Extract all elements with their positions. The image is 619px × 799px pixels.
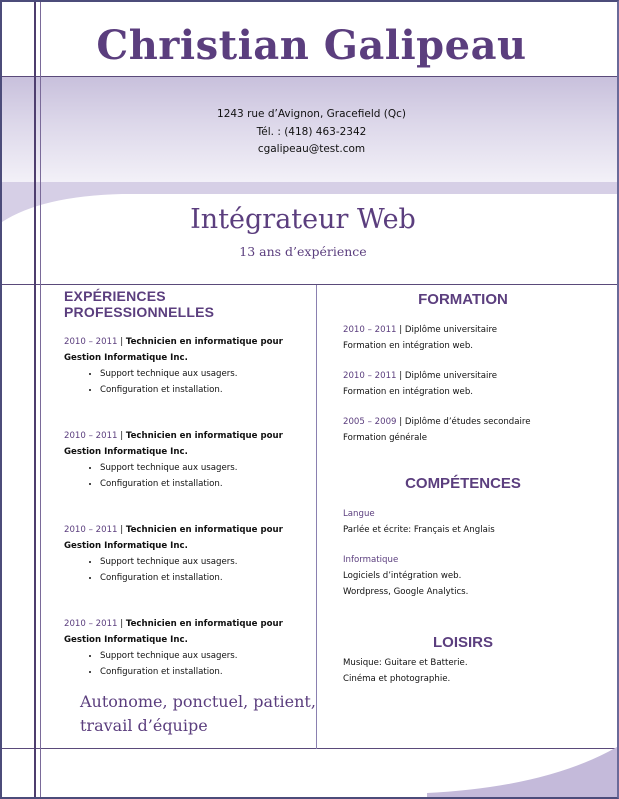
- experience-item: [64, 522, 312, 586]
- job-dates: 2010 – 2011: [64, 431, 118, 441]
- formation-detail: Formation en intégration web.: [343, 341, 474, 351]
- job-separator: |: [117, 525, 126, 535]
- column-divider: [316, 285, 317, 749]
- competence-text: Logiciels d’intégration web.: [343, 571, 462, 581]
- contact-block: [2, 106, 619, 159]
- qualities-line: Autonome, ponctuel, patient,: [80, 692, 316, 711]
- formation-dates: 2010 – 2011: [343, 325, 397, 335]
- formation-dates: 2005 – 2009: [343, 417, 397, 427]
- formation-entry: [343, 414, 583, 446]
- experience-section: [64, 288, 312, 710]
- personal-qualities: [80, 690, 316, 738]
- task-item: • Support technique aux usagers.: [100, 648, 312, 664]
- contact-phone: Tél. : (418) 463-2342: [256, 125, 367, 138]
- formation-entry: [343, 368, 583, 400]
- formation-degree: Diplôme universitaire: [404, 325, 498, 335]
- contact-email: cgalipeau@test.com: [257, 143, 366, 155]
- contact-address: 1243 rue d’Avignon, Gracefield (Qc): [217, 108, 406, 120]
- job-separator: |: [117, 619, 126, 629]
- job-title: Intégrateur Web: [190, 204, 416, 235]
- competence-label: Langue: [343, 509, 375, 519]
- job-separator: |: [117, 431, 126, 441]
- formation-entry: [343, 322, 583, 354]
- candidate-name: Christian Galipeau: [96, 22, 527, 69]
- formation-detail: Formation générale: [343, 433, 428, 443]
- task-item: • Configuration et installation.: [100, 382, 312, 398]
- formation-heading: FORMATION: [418, 291, 508, 308]
- job-role: Technicien en informatique pour Gestion Informatique Inc.: [64, 619, 283, 645]
- task-list: [64, 554, 312, 586]
- competence-text: Wordpress, Google Analytics.: [343, 587, 469, 597]
- experience-years: 13 ans d’expérience: [239, 244, 367, 259]
- competences-heading: COMPÉTENCES: [405, 475, 521, 492]
- task-item: • Support technique aux usagers.: [100, 460, 312, 476]
- competences-section: [343, 476, 583, 614]
- competence-text: Parlée et écrite: Français et Anglais: [343, 525, 495, 535]
- task-item: • Configuration et installation.: [100, 476, 312, 492]
- task-item: • Support technique aux usagers.: [100, 554, 312, 570]
- experience-item: [64, 616, 312, 680]
- formation-separator: |: [396, 371, 405, 381]
- loisirs-text: Musique: Guitare et Batterie.: [343, 658, 468, 668]
- loisirs-section: [343, 635, 583, 687]
- formation-separator: |: [396, 417, 405, 427]
- job-role: Technicien en informatique pour Gestion Informatique Inc.: [64, 337, 283, 363]
- task-list: [64, 366, 312, 398]
- formation-detail: Formation en intégration web.: [343, 387, 474, 397]
- competence-entry: [343, 552, 583, 600]
- formation-section: [343, 292, 583, 460]
- loisirs-text: Cinéma et photographie.: [343, 674, 451, 684]
- job-dates: 2010 – 2011: [64, 619, 118, 629]
- formation-degree: Diplôme universitaire: [404, 371, 498, 381]
- job-role: Technicien en informatique pour Gestion Informatique Inc.: [64, 525, 283, 551]
- job-dates: 2010 – 2011: [64, 337, 118, 347]
- formation-separator: |: [396, 325, 405, 335]
- experience-item: [64, 334, 312, 398]
- formation-dates: 2010 – 2011: [343, 371, 397, 381]
- formation-degree: Diplôme d’études secondaire: [404, 417, 531, 427]
- qualities-line: travail d’équipe: [80, 716, 208, 735]
- task-item: • Configuration et installation.: [100, 664, 312, 680]
- experience-heading: EXPÉRIENCES PROFESSIONNELLES: [64, 288, 215, 320]
- task-item: • Support technique aux usagers.: [100, 366, 312, 382]
- task-list: [64, 648, 312, 680]
- task-item: • Configuration et installation.: [100, 570, 312, 586]
- job-separator: |: [117, 337, 126, 347]
- footer-swoosh: [427, 747, 617, 797]
- experience-item: [64, 428, 312, 492]
- competence-label: Informatique: [343, 555, 399, 565]
- competence-entry: [343, 506, 583, 538]
- job-dates: 2010 – 2011: [64, 525, 118, 535]
- section-divider: [2, 284, 619, 285]
- loisirs-heading: LOISIRS: [432, 634, 493, 651]
- task-list: [64, 460, 312, 492]
- job-role: Technicien en informatique pour Gestion Informatique Inc.: [64, 431, 283, 457]
